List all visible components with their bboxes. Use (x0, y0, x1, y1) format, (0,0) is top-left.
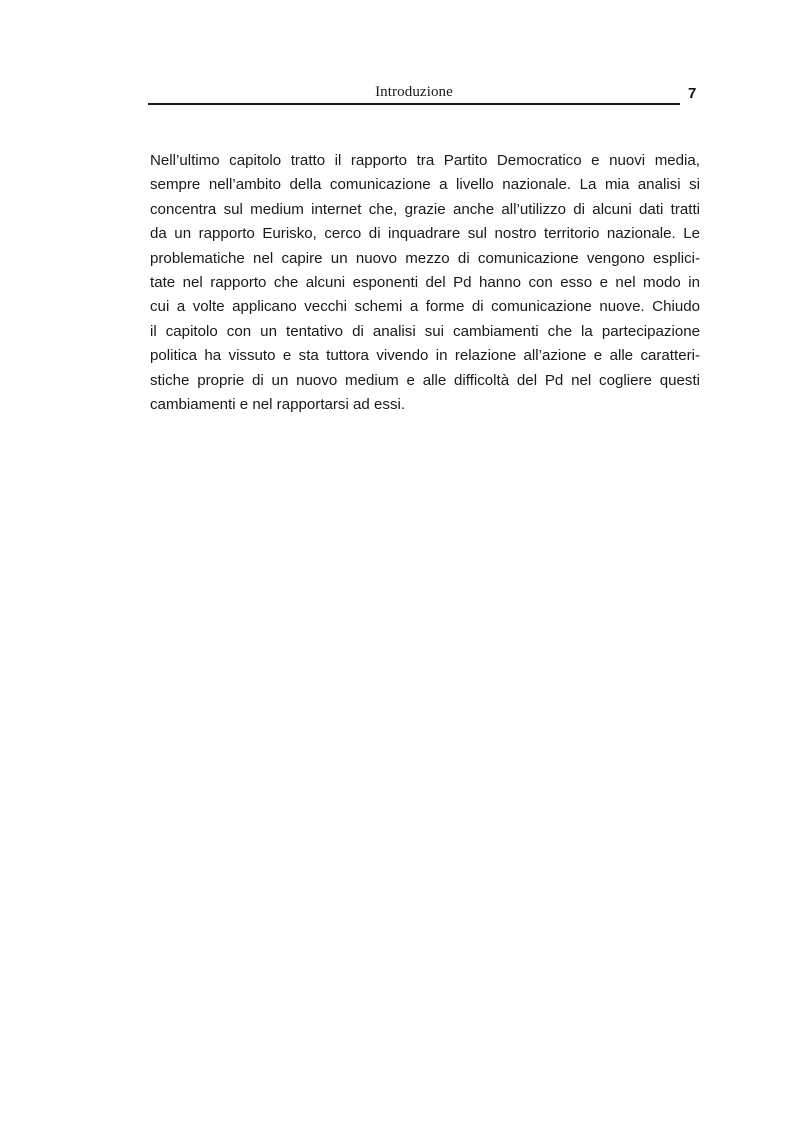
body-paragraph (150, 149, 700, 417)
paragraph-line: cui a volte applicano vecchi schemi a forme di comunicazione nuove. Chiudo (150, 298, 700, 316)
paragraph-line-last: cambiamenti e nel rapportarsi ad essi. (150, 396, 406, 414)
paragraph-line: Nell’ultimo capitolo tratto il rapporto tra Partito Democratico e nuovi media, (150, 152, 700, 169)
paragraph-line: stiche proprie di un nuovo medium e alle difficoltà del Pd nel cogliere questi (150, 371, 700, 389)
paragraph-line: sempre nell’ambito della comunicazione a livello nazionale. La mia analisi si (150, 176, 700, 194)
paragraph-line: tate nel rapporto che alcuni esponenti del Pd hanno con esso e nel modo in (150, 274, 700, 292)
paragraph-line: concentra sul medium internet che, grazie anche all’utilizzo di alcuni dati tratti (150, 200, 700, 218)
header-rule (148, 103, 680, 105)
paragraph-line: il capitolo con un tentativo di analisi sui cambiamenti che la partecipazione (150, 322, 700, 340)
paragraph-line: politica ha vissuto e sta tuttora vivendo in relazione all’azione e alle caratteri- (150, 347, 700, 365)
running-head-title: Introduzione (375, 84, 453, 100)
paragraph-line: da un rapporto Eurisko, cerco di inquadrare sul nostro territorio nazionale. Le (150, 225, 700, 243)
page-number: 7 (688, 85, 697, 102)
paragraph-line: problematiche nel capire un nuovo mezzo di comunicazione vengono esplici- (150, 249, 700, 267)
